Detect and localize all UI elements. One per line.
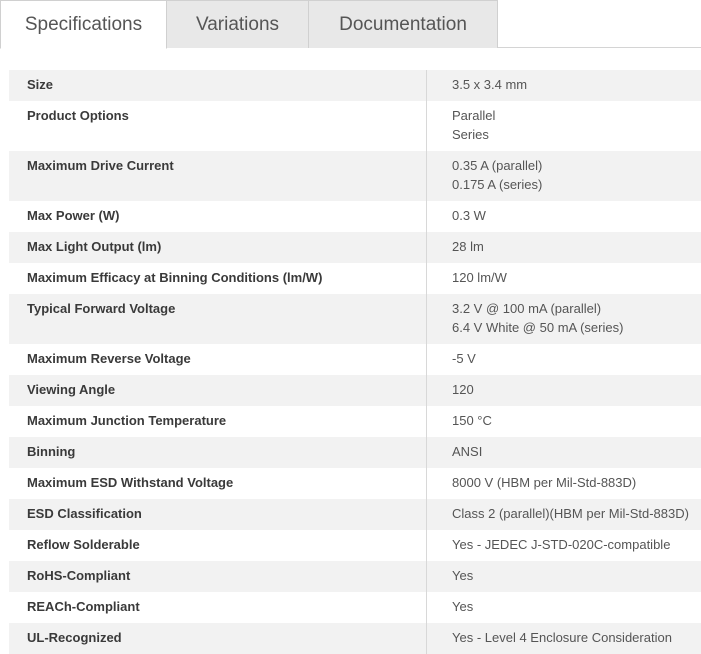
spec-value [427, 404, 701, 437]
spec-row-ul-recognized [9, 623, 701, 654]
spec-row-junction-temperature [9, 406, 701, 437]
spec-value [427, 466, 701, 499]
spec-value [427, 199, 701, 232]
spec-row-forward-voltage [9, 294, 701, 344]
spec-value-line: Yes - JEDEC J-STD-020C-compatible [452, 537, 671, 552]
spec-value-line: 3.5 x 3.4 mm [452, 77, 528, 92]
spec-label: Size [9, 70, 427, 101]
spec-value [427, 559, 701, 592]
spec-value-line: 120 lm/W [452, 270, 507, 285]
spec-row-reach [9, 592, 701, 623]
spec-value [427, 230, 701, 263]
spec-row-size [9, 70, 701, 101]
spec-label: ESD Classification [9, 499, 427, 530]
spec-row-max-light-output [9, 232, 701, 263]
spec-row-esd-classification [9, 499, 701, 530]
spec-label: Maximum ESD Withstand Voltage [9, 468, 427, 499]
spec-label: Maximum Efficacy at Binning Conditions (lm/W) [9, 263, 427, 294]
spec-value-line: Yes [452, 599, 474, 614]
spec-row-reflow-solderable [9, 530, 701, 561]
spec-value-line: 3.2 V @ 100 mA (parallel) [452, 301, 602, 316]
spec-value-line: Parallel [452, 108, 496, 123]
spec-value-line: Series [452, 127, 489, 142]
spec-label: Max Light Output (lm) [9, 232, 427, 263]
spec-value-line: -5 V [452, 351, 476, 366]
spec-label: Binning [9, 437, 427, 468]
spec-label: Viewing Angle [9, 375, 427, 406]
spec-value [427, 68, 701, 101]
spec-value [427, 373, 701, 406]
spec-label: Maximum Junction Temperature [9, 406, 427, 437]
spec-value [427, 497, 701, 530]
tab-bar [0, 0, 701, 48]
spec-value-line: ANSI [452, 444, 483, 459]
spec-label: Product Options [9, 101, 427, 151]
spec-label: Typical Forward Voltage [9, 294, 427, 344]
spec-value-line: 0.3 W [452, 208, 486, 223]
spec-value [427, 149, 701, 201]
spec-value [427, 342, 701, 375]
spec-label: Maximum Reverse Voltage [9, 344, 427, 375]
spec-value-line: 0.35 A (parallel) [452, 158, 543, 173]
spec-row-max-power [9, 201, 701, 232]
spec-value-line: 8000 V (HBM per Mil-Std-883D) [452, 475, 637, 490]
spec-label: UL-Recognized [9, 623, 427, 654]
spec-value-line: Yes - Level 4 Enclosure Consideration [452, 630, 672, 645]
spec-row-rohs [9, 561, 701, 592]
spec-value [427, 292, 701, 344]
spec-value [427, 621, 701, 654]
spec-label: Maximum Drive Current [9, 151, 427, 201]
spec-value-line: 0.175 A (series) [452, 177, 543, 192]
tab-specifications[interactable]: Specifications [0, 0, 167, 49]
spec-value-line: 120 [452, 382, 474, 397]
spec-row-viewing-angle [9, 375, 701, 406]
spec-value [427, 435, 701, 468]
spec-value-line: Class 2 (parallel)(HBM per Mil-Std-883D) [452, 506, 689, 521]
spec-label: Max Power (W) [9, 201, 427, 232]
spec-value [427, 261, 701, 294]
tab-variations[interactable]: Variations [167, 0, 309, 48]
spec-value-line: 150 °C [452, 413, 492, 428]
spec-value-line: 28 lm [452, 239, 484, 254]
spec-value [427, 99, 701, 151]
specifications-table [9, 70, 701, 654]
spec-row-binning [9, 437, 701, 468]
spec-label: RoHS-Compliant [9, 561, 427, 592]
spec-value [427, 590, 701, 623]
spec-value-line: 6.4 V White @ 50 mA (series) [452, 320, 624, 335]
tab-documentation[interactable]: Documentation [309, 0, 498, 48]
spec-row-esd-withstand [9, 468, 701, 499]
spec-value-line: Yes [452, 568, 474, 583]
spec-value [427, 528, 701, 561]
spec-row-reverse-voltage [9, 344, 701, 375]
spec-row-max-efficacy [9, 263, 701, 294]
spec-row-max-drive-current [9, 151, 701, 201]
spec-label: REACh-Compliant [9, 592, 427, 623]
spec-label: Reflow Solderable [9, 530, 427, 561]
spec-row-product-options [9, 101, 701, 151]
